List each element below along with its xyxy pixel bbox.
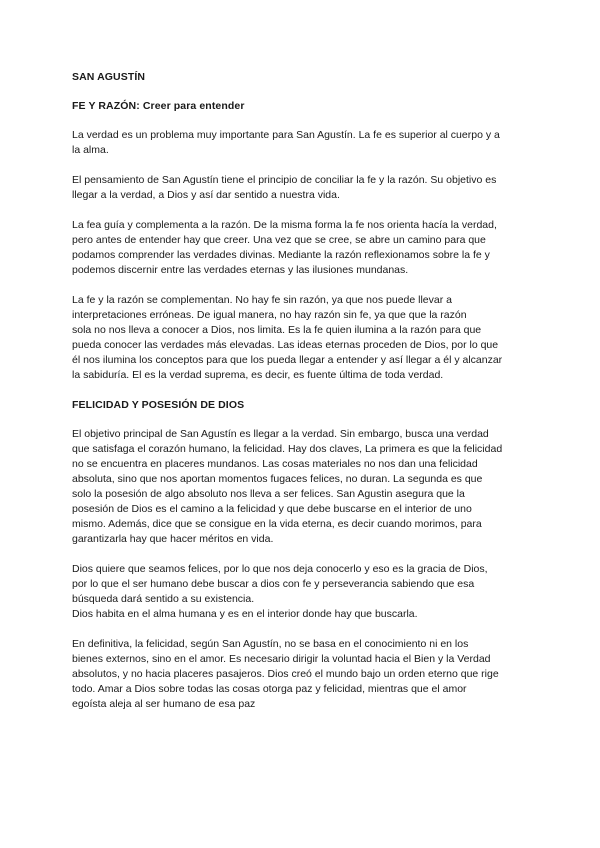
text-line: absolutos, y no hacia placeres pasajeros. Dios creó el mundo bajo un orden eterno que rige [72, 668, 499, 680]
text-line: podemos discernir entre las verdades eternas y las ilusiones mundanas. [72, 264, 409, 276]
text-line: por lo que el ser humano debe buscar a dios con fe y perseverancia sabiendo que esa [72, 578, 475, 590]
paragraph [72, 637, 532, 712]
text-line: La verdad es un problema muy importante para San Agustín. La fe es superior al cuerpo y a [72, 129, 500, 141]
text-line: que satisfaga el corazón humano, la felicidad. Hay dos claves, La primera es que la felicidad [72, 443, 503, 455]
document-title: SAN AGUSTÍN [72, 71, 146, 83]
text-line: él nos ilumina los conceptos para que los pueda llegar a entender y así llegar a él y alcanzar [72, 354, 503, 366]
text-line: Dios quiere que seamos felices, por lo que nos deja conocerlo y eso es la gracia de Dios, [72, 563, 488, 575]
text-line: El pensamiento de San Agustín tiene el principio de conciliar la fe y la razón. Su objetivo es [72, 174, 497, 186]
text-line: podamos comprender las verdades divinas. Mediante la razón reflexionamos sobre la fe y [72, 249, 490, 261]
text-line: En definitiva, la felicidad, según San Agustín, no se basa en el conocimiento ni en los [72, 638, 469, 650]
text-line: interpretaciones erróneas. De igual manera, no hay razón sin fe, ya que que la razón [72, 309, 467, 321]
paragraph [72, 562, 532, 622]
section-heading-fe-y-razon: FE Y RAZÓN: Creer para entender [72, 100, 245, 112]
text-line: todo. Amar a Dios sobre todas las cosas otorga paz y felicidad, mientras que el amor [72, 683, 467, 695]
paragraph [72, 128, 532, 158]
text-line: El objetivo principal de San Agustín es llegar a la verdad. Sin embargo, busca una verdad [72, 428, 489, 440]
text-line: mismo. Además, dice que se consigue en la vida eterna, es decir cuando morimos, para [72, 518, 482, 530]
text-line: sola no nos lleva a conocer a Dios, nos limita. Es la fe quien ilumina a la razón para que [72, 324, 482, 336]
text-line: pueda conocer las verdades más elevadas. Las ideas eternas proceden de Dios, por lo que [72, 339, 499, 351]
text-line: bienes externos, sino en el amor. Es necesario dirigir la voluntad hacia el Bien y la Verdad [72, 653, 491, 665]
text-line: egoísta aleja al ser humano de esa paz [72, 698, 256, 710]
document-page [72, 70, 532, 727]
text-line: la sabiduría. El es la verdad suprema, es decir, es fuente última de toda verdad. [72, 369, 444, 381]
text-line: garantizarla hay que hacer méritos en vida. [72, 533, 274, 545]
text-line: búsqueda dará sentido a su existencia. [72, 593, 255, 605]
text-line: La fea guía y complementa a la razón. De la misma forma la fe nos orienta hacía la verdad, [72, 219, 497, 231]
text-line: posesión de Dios es el camino a la felicidad y que debe buscarse en el interior de uno [72, 503, 472, 515]
paragraph [72, 293, 532, 383]
section-heading-felicidad: FELICIDAD Y POSESIÓN DE DIOS [72, 399, 245, 411]
text-line: La fe y la razón se complementan. No hay fe sin razón, ya que nos puede llevar a [72, 294, 452, 306]
section-felicidad [72, 427, 532, 712]
text-line: solo la posesión de algo absoluto nos lleva a ser felices. San Agustin asegura que la [72, 488, 465, 500]
section-fe-y-razon [72, 128, 532, 383]
text-line: llegar a la verdad, a Dios y así dar sentido a nuestra vida. [72, 189, 340, 201]
text-line: no se encuentra en placeres mundanos. Las cosas materiales no nos dan una felicidad [72, 458, 478, 470]
paragraph [72, 173, 532, 203]
paragraph [72, 427, 532, 547]
text-line: absoluta, sino que nos aportan momentos fugaces felices, no duran. La segunda es que [72, 473, 483, 485]
paragraph [72, 218, 532, 278]
text-line: la alma. [72, 144, 109, 156]
text-line: Dios habita en el alma humana y es en el interior donde hay que buscarla. [72, 608, 418, 620]
text-line: pero antes de entender hay que creer. Una vez que se cree, se abre un camino para que [72, 234, 486, 246]
